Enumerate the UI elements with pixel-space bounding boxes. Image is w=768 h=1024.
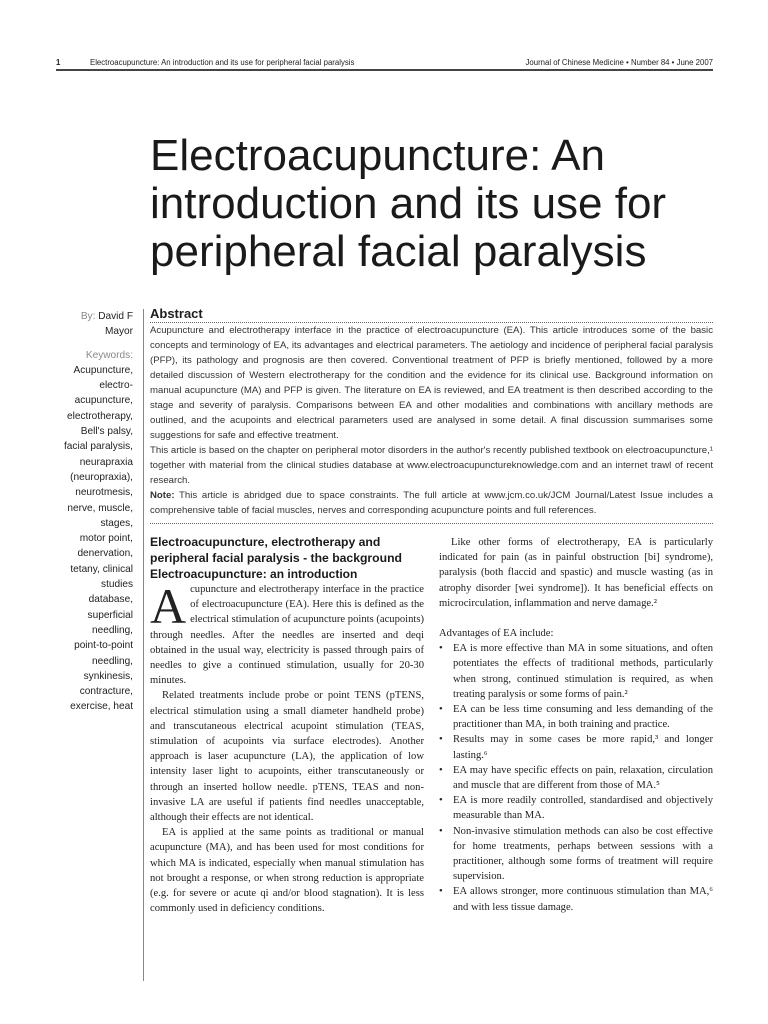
journal-info: Journal of Chinese Medicine • Number 84 • June 2007 [525, 58, 713, 67]
list-item [439, 732, 713, 762]
paragraph-text: cupuncture and electrotherapy interface in the practice of electroacupuncture (EA). Here this is defined as the electrical stimulation of acupuncture points (acupoints) through needles. After the needles are inserted and deqi obtained in the usual way, electricity is passed through pairs of needles to give a continued stimulation, usually for 20-30 minutes. [150, 584, 424, 687]
running-title: Electroacupuncture: An introduction and its use for peripheral facial paralysis [90, 58, 355, 67]
subsection-heading: Electroacupuncture: an introduction [150, 567, 358, 581]
abstract-paragraph: This article is based on the chapter on peripheral motor disorders in the author's recently published textbook on electroacupuncture,¹ together with material from the clinical studies database at www.electroacupunctureknowledge.com and an internet trawl of recent research. [150, 445, 713, 486]
author-byline [55, 309, 133, 324]
body-paragraph: Related treatments include probe or point TENS (pTENS, electrical stimulation using a small diameter handheld probe) and transcutaneous electrical acupoint stimulation (TEAS, stimulation of acupoints via surface electrodes). Another approach is laser acupuncture (LA), the application of low intensity laser light to acupoints, either transcutaneously or through an inserted hollow needle. pTENS, TEAS and non-invasive LA are useful if patients find needles unacceptable, although their effects are not identical. [150, 690, 424, 824]
list-item [439, 824, 713, 885]
list-item [439, 793, 713, 823]
abstract-note [150, 488, 713, 518]
author-name: David F [98, 311, 133, 322]
section-heading: Electroacupuncture, electrotherapy and peripheral facial paralysis - the background [150, 535, 402, 565]
keyword: electrotherapy, [66, 410, 133, 422]
abstract-bottom-rule [150, 523, 713, 524]
keyword: exercise, heat [70, 701, 133, 713]
keyword: studies [101, 579, 133, 591]
keyword: contracture, [79, 686, 133, 698]
list-item-text: EA may have specific effects on pain, relaxation, circulation and muscle that are different from those of MA.⁵ [453, 764, 713, 792]
right-column [439, 535, 713, 915]
bullet: • [439, 886, 443, 898]
body-paragraph: Like other forms of electrotherapy, EA is particularly indicated for pain (as in painful obstruction [bi] syndrome), paralysis (both flaccid and spastic) and muscle wasting (as in atrophy disorder [wei syndrome]). It has beneficial effects on microcirculation, inflammation and nerve damage.² [439, 537, 713, 609]
page-number: 1 [56, 58, 61, 67]
note-label: Note: [150, 490, 175, 501]
list-item-text: EA can be less time consuming and less demanding of the practitioner than MA, in both training and practice. [453, 704, 713, 731]
keyword: tetany, clinical [70, 563, 133, 575]
list-item-text: EA is more readily controlled, standardised and objectively measurable than MA. [453, 795, 713, 822]
list-item-text: EA allows stronger, more continuous stimulation than MA,⁶ and with less tissue damage. [453, 886, 713, 913]
left-column [150, 535, 424, 916]
keyword: neurapraxia [79, 456, 133, 468]
keyword: electro- [99, 380, 133, 392]
title-line: introduction and its use for [150, 179, 667, 228]
keyword: superficial [87, 609, 133, 621]
keyword: point-to-point [74, 640, 133, 652]
abstract-heading: Abstract [150, 306, 203, 321]
abstract-paragraph: Acupuncture and electrotherapy interface in the practice of electroacupuncture (EA). This article introduces some of the basic concepts and terminology of EA, its advantages and electrical parameters. The aetiology and incidence of peripheral facial paralysis (PFP), its pathology and prognosis are then covered. Conventional treatment of PFP is briefly mentioned, followed by a more detailed discussion of Western electrotherapy for the condition and the evidence for its clinical use. Background information on manual acupuncture (MA) and PFP is given. The literature on EA is reviewed, and EA treatment is then described according to the stage and severity of paralysis. Comparisons between EA and other modalities and combinations with ancillary methods are outlined, and the acupoints and electrical parameters used are analysed in some detail. A final discussion summarises some suggestions for safe and effective treatment. [150, 325, 713, 441]
keywords-label: Keywords: [85, 349, 133, 361]
list-item-text: Results may in some cases be more rapid,³ and longer lasting.⁶ [453, 734, 713, 761]
keyword: Bell's palsy, [80, 426, 133, 438]
keyword: Acupuncture, [73, 364, 133, 376]
keyword: needling, [92, 624, 133, 636]
bullet: • [439, 795, 443, 807]
abstract-body [150, 323, 713, 518]
title-line: Electroacupuncture: An [150, 131, 605, 180]
keyword: needling, [92, 655, 133, 667]
keyword: motor point, [79, 533, 133, 545]
bullet: • [439, 764, 443, 776]
drop-cap: A [150, 578, 187, 634]
list-item [439, 702, 713, 732]
keyword: nerve, muscle, [67, 502, 133, 514]
list-item-text: EA is more effective than MA in some situations, and often potentiates the effects of traditional methods, particularly when strong, continued stimulation is required, as when treating paralysis or some forms of pain.² [453, 643, 713, 700]
list-item [439, 641, 713, 702]
running-header [56, 56, 713, 70]
sidebar-divider [143, 309, 144, 981]
list-item-text: Non-invasive stimulation methods can also be cost effective for home treatments, perhaps between sessions with a practitioner, although some forms of treatment will require supervision. [453, 825, 713, 883]
body-paragraph: EA is applied at the same points as traditional or manual acupuncture (MA), and has been used for most conditions for which MA is indicated, especially when manual stimulation has not brought a response, or when strong reduction is appropriate (e.g. for severe or acute qi and/or blood stagnation). It is less commonly used in deficiency conditions. [150, 827, 424, 915]
list-item [439, 763, 713, 793]
bullet: • [439, 643, 443, 655]
bullet: • [439, 825, 443, 837]
advantages-intro: Advantages of EA include: [439, 628, 554, 640]
keyword: facial paralysis, [63, 441, 133, 453]
title-line: peripheral facial paralysis [150, 227, 647, 276]
author-name: Mayor [104, 326, 133, 338]
body-paragraph [150, 578, 424, 688]
article-title [150, 132, 720, 276]
keyword: database, [88, 594, 133, 606]
note-text: This article is abridged due to space constraints. The full article at www.jcm.co.uk/JCM Journal/Latest Issue includes a comprehensive table of facial muscles, nerves and corresponding acupuncture points and full references. [150, 490, 713, 516]
keyword: synkinesis, [83, 670, 133, 682]
by-label: By: [80, 311, 96, 322]
bullet: • [439, 704, 443, 716]
header-rule [56, 69, 713, 71]
keyword: denervation, [77, 548, 133, 560]
advantages-list [439, 641, 713, 915]
keyword: (neuropraxia), [70, 471, 133, 483]
keyword: acupuncture, [74, 395, 133, 407]
paragraph-spacer [439, 611, 713, 626]
keyword: stages, [100, 517, 133, 529]
keywords-list [55, 363, 133, 715]
keyword: neurotmesis, [75, 487, 133, 499]
author-sidebar [55, 309, 133, 715]
bullet: • [439, 734, 443, 746]
list-item [439, 884, 713, 914]
